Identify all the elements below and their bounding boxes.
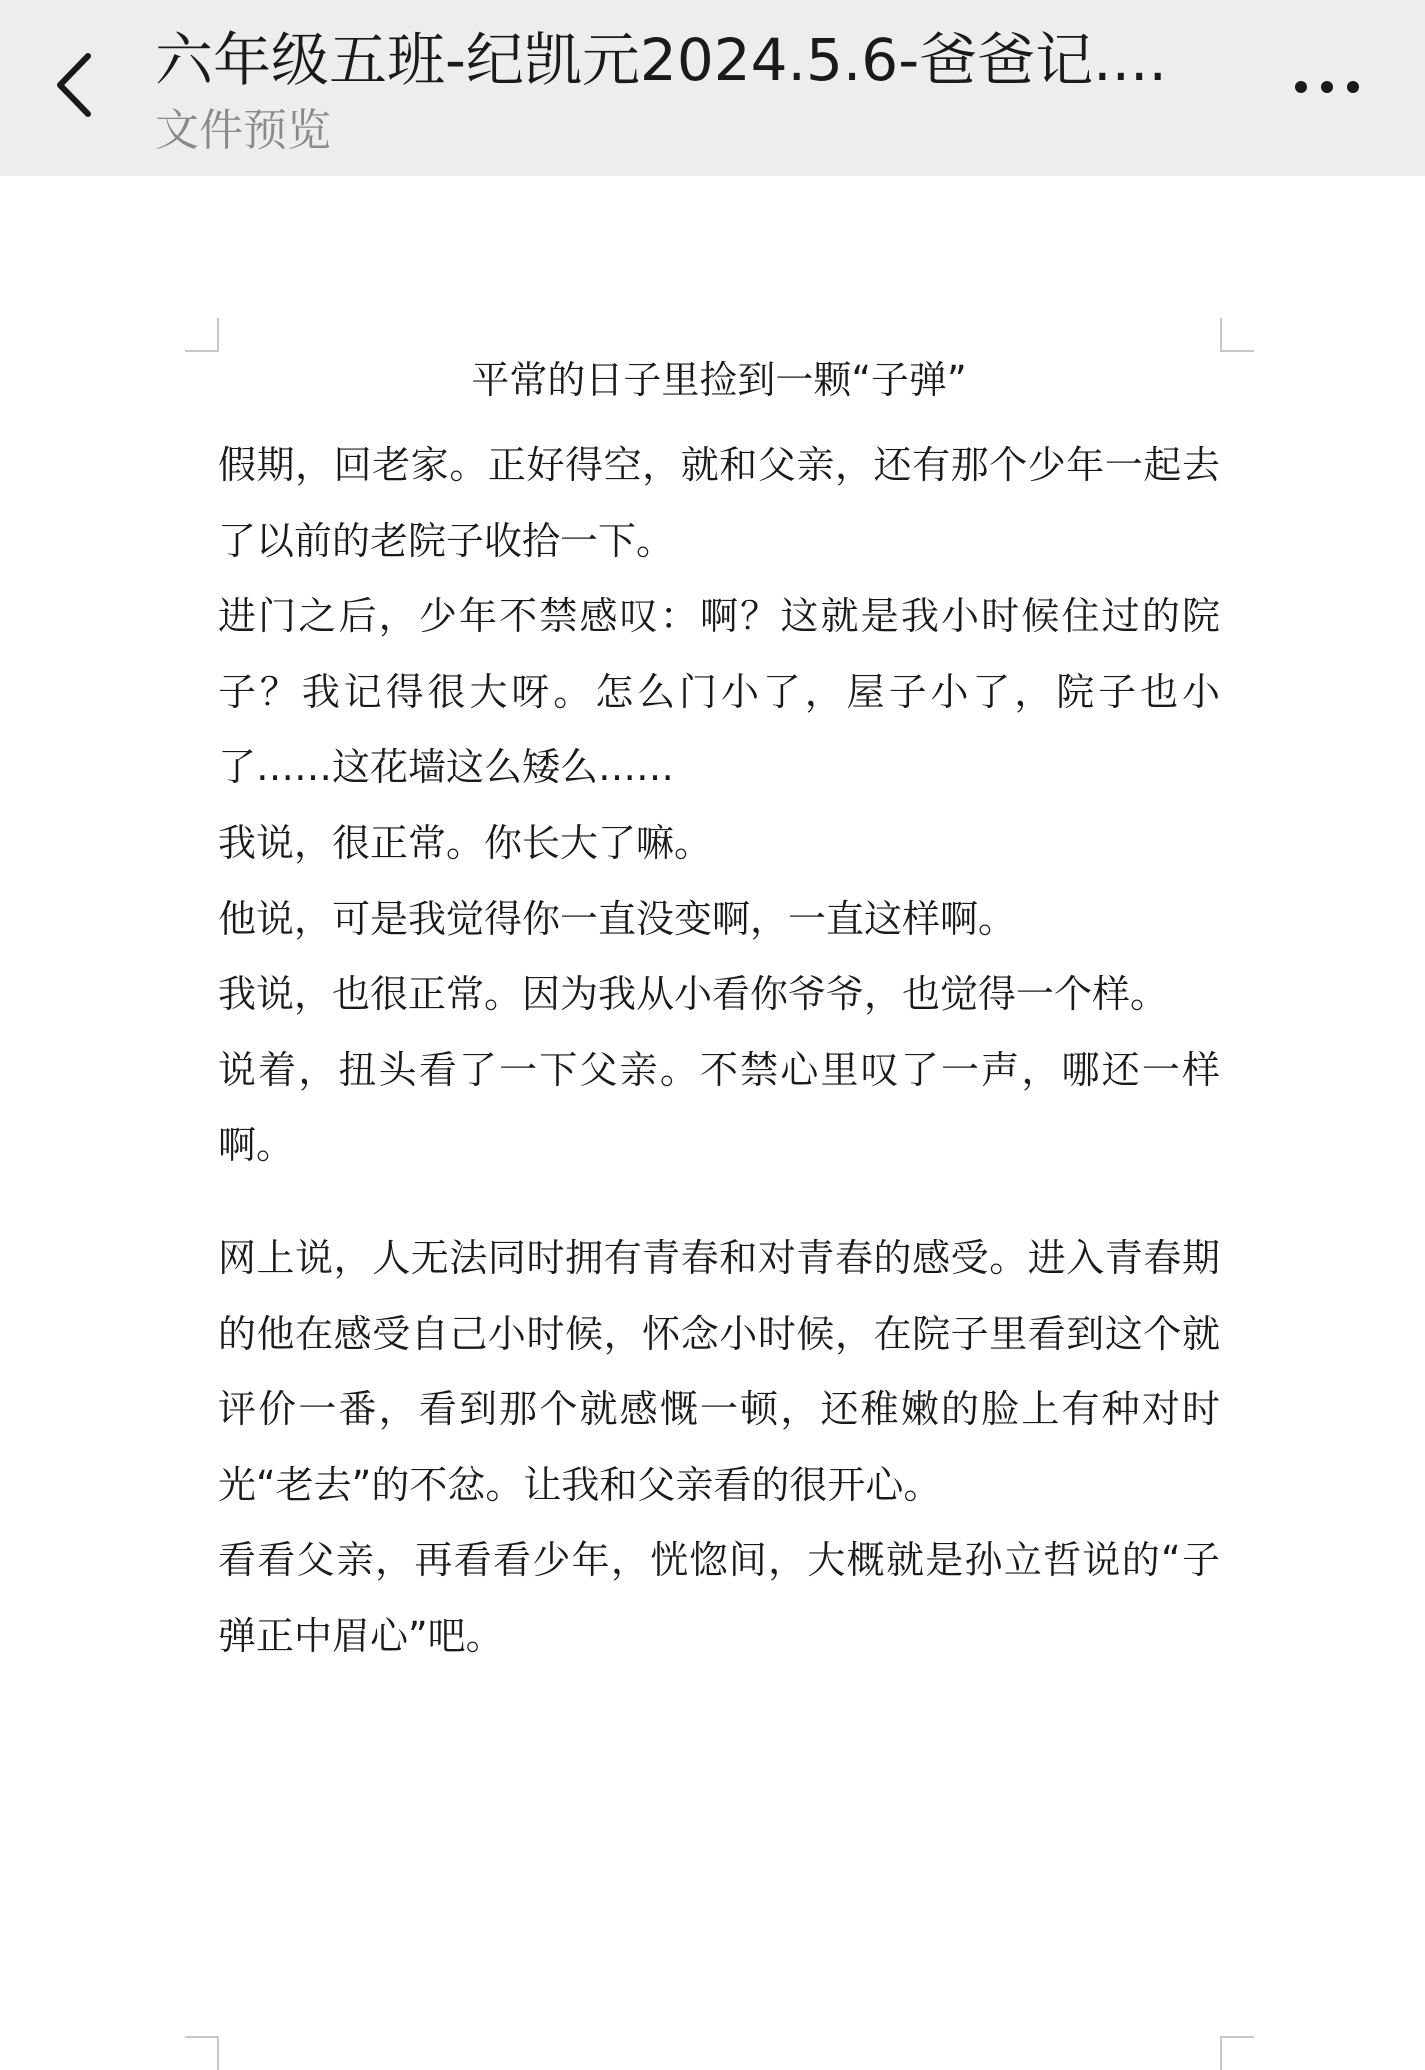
more-dots-icon <box>1285 60 1375 110</box>
paragraph: 我说，也很正常。因为我从小看你爷爷，也觉得一个样。 <box>218 972 1169 1017</box>
paragraph: 我说，很正常。你长大了嘛。 <box>218 820 713 865</box>
more-button[interactable] <box>1285 60 1375 110</box>
title-block <box>155 18 1235 160</box>
document-title: 平常的日子里捡到一颗“子弹” <box>471 358 967 402</box>
document-body <box>218 428 1220 1675</box>
file-preview-label: 文件预览 <box>155 105 331 156</box>
page-corner-mark <box>185 318 219 352</box>
page-corner-mark <box>1220 318 1254 352</box>
file-title: 六年级五班-纪凯元2024.5.6-爸爸记.... <box>155 26 1167 94</box>
paragraph: 假期，回老家。正好得空，就和父亲，还有那个少年一起去了以前的老院子收拾一下。 <box>218 443 1220 563</box>
chevron-left-icon <box>40 40 110 130</box>
page-corner-mark <box>1220 2036 1254 2070</box>
page-corner-mark <box>185 2036 219 2070</box>
back-button[interactable] <box>40 40 110 130</box>
paragraph: 他说，可是我觉得你一直没变啊，一直这样啊。 <box>218 896 1017 941</box>
document-preview[interactable] <box>0 176 1425 2044</box>
paragraph: 进门之后，少年不禁感叹：啊？这就是我小时候住过的院子？我记得很大呀。怎么门小了，屋子小了，院子也小了……这花墙这么矮么…… <box>218 594 1220 790</box>
paragraph: 说着，扭头看了一下父亲。不禁心里叹了一声，哪还一样啊。 <box>218 1047 1220 1168</box>
paragraph: 看看父亲，再看看少年，恍惚间，大概就是孙立哲说的“子弹正中眉心”吧。 <box>218 1538 1220 1658</box>
paragraph: 网上说，人无法同时拥有青春和对青春的感受。进入青春期的他在感受自己小时候，怀念小时候，在院子里看到这个就评价一番，看到那个就感慨一顿，还稚嫩的脸上有种对时光“老去”的不忿。让我和父亲看的很开心。 <box>218 1235 1220 1507</box>
top-app-bar <box>0 0 1425 176</box>
